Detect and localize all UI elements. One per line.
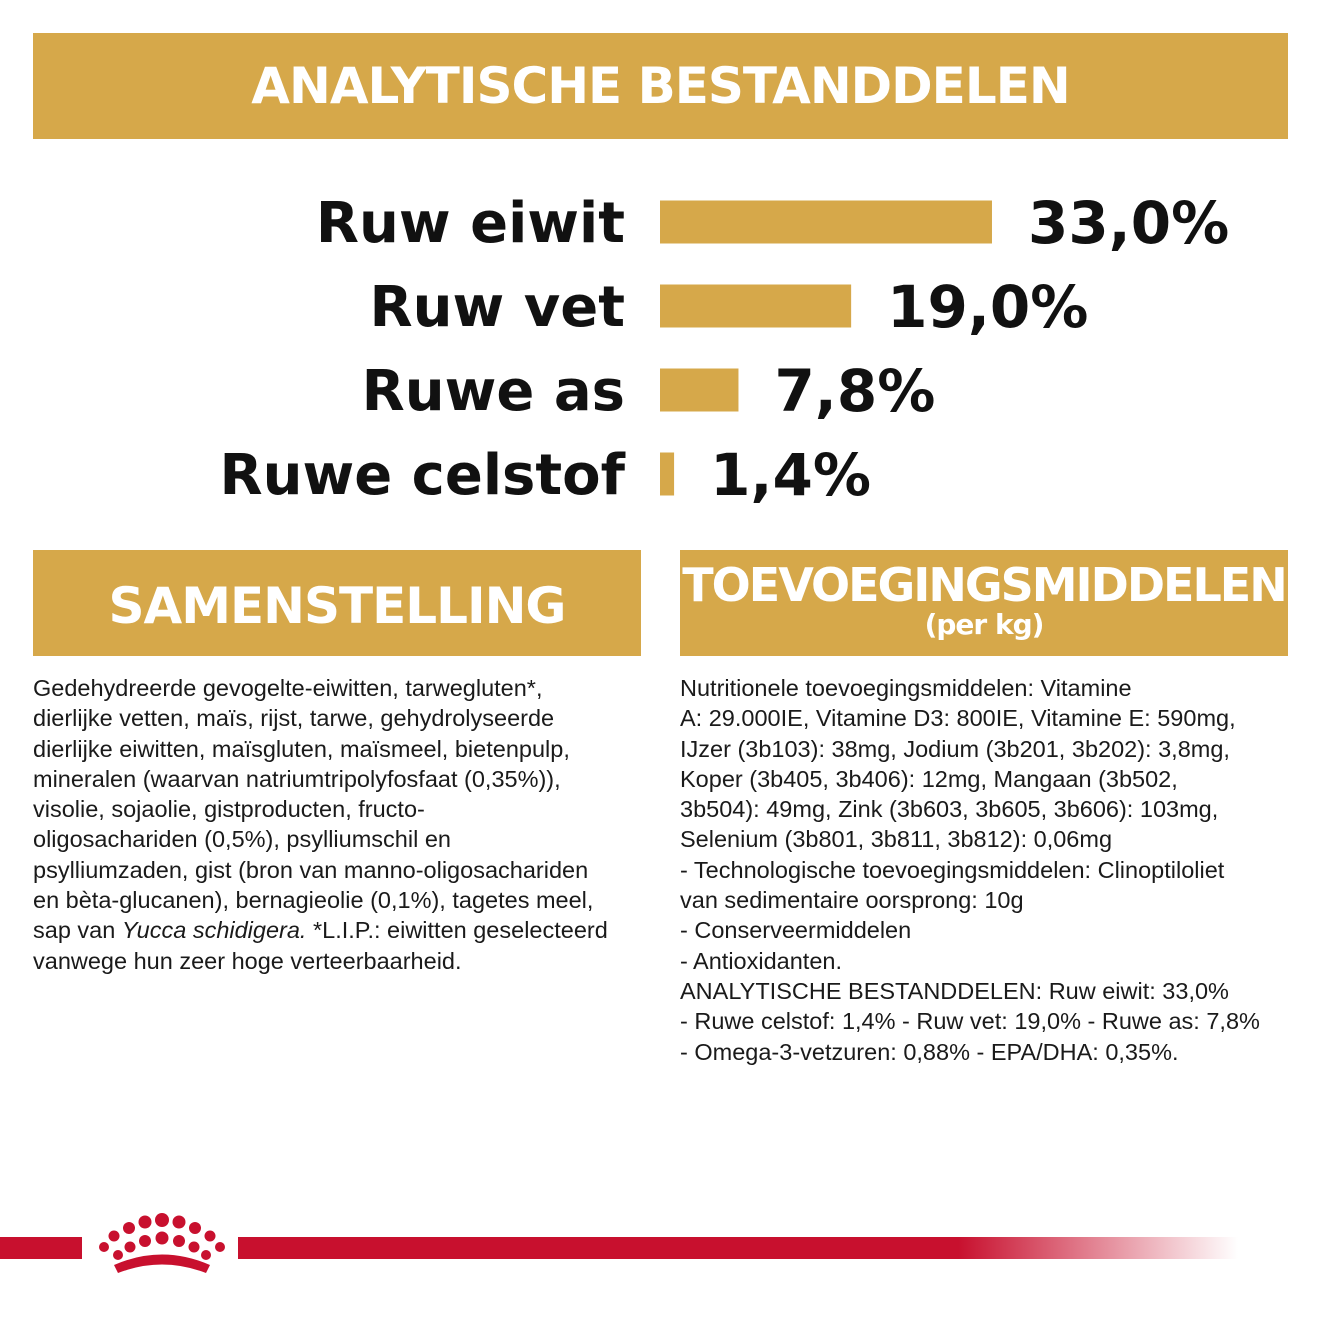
- bar-value-label: 19,0%: [887, 273, 1089, 341]
- footer-line-left: [0, 1237, 82, 1259]
- toevoegingsmiddelen-text: Nutritionele toevoegingsmiddelen: Vitamine A: 29.000IE, Vitamine D3: 800IE, Vitamine E: 590mg, IJzer (3b103): 38mg, Jodium (3b201, 3b202): 3,8mg, Koper (3b405, 3b406): 12mg, Mangaan (3b502, 3b504): 49mg, Zink (3b603, 3b605, 3b606): 103mg, Selenium (3b801, 3b811, 3b812): 0,06mg - Technologische toevoegingsmiddelen: Clinoptiloliet van sedimentaire oorsprong: 10g - Conserveermiddelen - Antioxidanten. ANALYTISCHE BESTANDDELEN: Ruw eiwit: 33,0% - Ruwe celstof: 1,4% - Ruw vet: 19,0% - Ruwe as: 7,8% - Omega-3-vetzuren: 0,88% - EPA/DHA: 0,35%.: [680, 675, 1260, 1065]
- bar-category-label: Ruw vet: [369, 275, 625, 340]
- bar: [660, 201, 992, 244]
- toevoegingsmiddelen-banner: [680, 550, 1288, 656]
- bar-category-label: Ruwe celstof: [219, 443, 625, 508]
- bar-value-label: 1,4%: [710, 441, 871, 509]
- analytic-title: ANALYTISCHE BESTANDDELEN: [251, 57, 1070, 115]
- bar-value-label: 7,8%: [774, 357, 936, 425]
- bar-category-label: Ruwe as: [361, 359, 625, 424]
- samenstelling-text-part1: Gedehydreerde gevogelte-eiwitten, tarwegluten*, dierlijke vetten, maïs, rijst, tarwe, gehydrolyseerde dierlijke eiwitten, maïsgluten, maïsmeel, bietenpulp, mineralen (waarvan natriumtripolyfosfaat (0,35%)), visolie, sojaolie, gistproducten, fructo- oligosachariden (0,5%), psylliumschil en psylliumzaden, gist (bron van manno-oligosachariden en bèta-glucanen), bernagieolie (0,1%), tagetes meel, sap van: [33, 675, 594, 944]
- royal-canin-crown-icon: [92, 1210, 232, 1280]
- bar: [660, 369, 738, 412]
- samenstelling-title: SAMENSTELLING: [108, 577, 566, 635]
- samenstelling-banner: [33, 550, 641, 656]
- samenstelling-text-part2: *L.I.P.: eiwitten geselecteerd vanwege hun zeer hoge verteerbaarheid.: [33, 917, 608, 974]
- toevoegingsmiddelen-subtitle: (per kg): [924, 608, 1044, 641]
- toevoegingsmiddelen-title: TOEVOEGINGSMIDDELEN: [682, 558, 1286, 612]
- bar: [660, 453, 674, 496]
- samenstelling-text-italic: Yucca schidigera.: [121, 917, 307, 944]
- nutrient-bar-chart: [0, 180, 1320, 520]
- bar-category-label: Ruw eiwit: [315, 191, 625, 256]
- analytic-banner: [33, 33, 1288, 139]
- bar: [660, 285, 851, 328]
- bar-value-label: 33,0%: [1027, 189, 1230, 257]
- footer-line-right: [238, 1237, 1238, 1259]
- samenstelling-text: [33, 673, 641, 976]
